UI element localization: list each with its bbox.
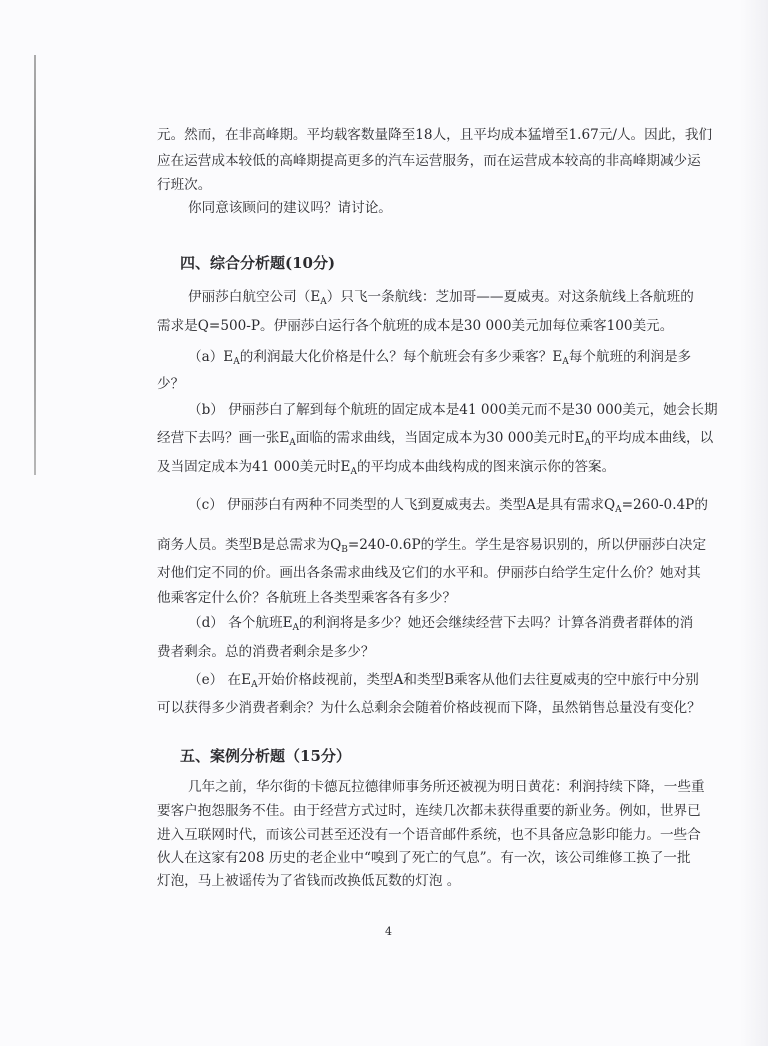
subscript: B	[341, 545, 348, 555]
question-b: （b） 伊丽莎白了解到每个航班的固定成本是41 000美元而不是30 000美元，她会长期	[188, 402, 718, 418]
paragraph-line: 可以获得多少消费者剩余？为什么总剩余会随着价格歧视而下降，虽然销售总量没有变化？	[157, 700, 701, 716]
scan-edge-right	[740, 0, 768, 1046]
paragraph-line: 对他们定不同的价。画出各条需求曲线及它们的水平和。伊丽莎白给学生定什么价？她对其	[157, 565, 701, 581]
paragraph-line: 要客户抱怨服务不佳。由于经营方式过时，连续几次都未获得重要的新业务。例如，世界已	[157, 803, 701, 819]
text: 面临的需求曲线，当固定成本为30 000美元时E	[295, 430, 585, 446]
paragraph-line: 元。然而，在非高峰期。平均载客数量降至18人，且平均成本猛增至1.67元/人。因此，我们	[157, 127, 713, 143]
text: （a）E	[188, 349, 234, 365]
subscript: A	[615, 505, 622, 515]
subscript: A	[562, 357, 569, 367]
subscript: A	[584, 438, 591, 448]
question-d	[188, 614, 694, 633]
paragraph-line: 他乘客定什么价？各航班上各类型乘客各有多少？	[157, 590, 457, 606]
scan-edge-shadow	[34, 55, 36, 475]
text: 经营下去吗？画一张E	[157, 430, 290, 446]
text: （d） 各个航班E	[188, 615, 293, 631]
question-a	[188, 348, 692, 367]
paragraph-line	[157, 536, 707, 555]
subscript: A	[350, 467, 357, 477]
paragraph-line: 灯泡，马上被谣传为了省钱而改换低瓦数的灯泡 。	[157, 873, 461, 889]
question-e	[188, 671, 699, 690]
text: =240-0.6P的学生。学生是容易识别的，所以伊丽莎白决定	[347, 537, 707, 553]
subscript: A	[251, 680, 258, 690]
subscript: A	[320, 297, 327, 307]
text: 伊丽莎白航空公司（E	[188, 289, 321, 305]
paragraph-line	[188, 288, 694, 307]
text: 每个航班的利润是多	[568, 349, 692, 365]
paragraph-line: 行班次。	[157, 177, 212, 193]
question-c	[188, 496, 708, 515]
paragraph-line: 费者剩余。总的消费者剩余是多少？	[157, 644, 375, 660]
paragraph-line	[157, 429, 714, 448]
text: 开始价格歧视前，类型A和类型B乘客从他们去往夏威夷的空中旅行中分别	[257, 672, 699, 688]
section-heading-5: 五、案例分析题（15分）	[180, 747, 351, 765]
text: 商务人员。类型B是总需求为Q	[157, 537, 342, 553]
text: 的平均成本曲线，以	[590, 430, 714, 446]
paragraph-line	[157, 458, 615, 476]
paragraph-line: 需求是Q=500-P。伊丽莎白运行各个航班的成本是30 000美元加每位乘客100美元。	[157, 318, 674, 334]
paragraph-line: 进入互联网时代，而该公司甚至还没有一个语音邮件系统，也不具备应急影印能力。一些合	[157, 827, 701, 843]
text: 及当固定成本为41 000美元时E	[157, 459, 351, 475]
text: =260-0.4P的	[621, 497, 708, 513]
paragraph-line: 伙人在这家有208 历史的老企业中“嗅到了死亡的气息”。有一次，该公司维修工换了一批	[157, 850, 691, 866]
section-heading-4: 四、综合分析题(10分)	[180, 254, 336, 272]
text: 的利润最大化价格是什么？每个航班会有多少乘客？E	[239, 349, 563, 365]
subscript: A	[289, 438, 296, 448]
text: 的利润将是多少？她还会继续经营下去吗？计算各消费者群体的消	[299, 615, 694, 631]
subscript: A	[233, 357, 240, 367]
text: （c） 伊丽莎白有两种不同类型的人飞到夏威夷去。类型A是具有需求Q	[188, 497, 616, 513]
text: 的平均成本曲线构成的图来演示你的答案。	[356, 459, 616, 475]
text: ）只飞一条航线：芝加哥——夏威夷。对这条航线上各航班的	[326, 289, 694, 305]
question-prompt: 你同意该顾问的建议吗？请讨论。	[188, 200, 392, 216]
text: （e） 在E	[188, 672, 252, 688]
paragraph-line: 应在运营成本较低的高峰期提高更多的汽车运营服务，而在运营成本较高的非高峰期减少运	[157, 153, 701, 169]
page-number: 4	[385, 925, 392, 938]
subscript: A	[292, 623, 300, 633]
paragraph-line: 少？	[157, 376, 185, 392]
paragraph-line: 几年之前，华尔街的卡德瓦拉德律师事务所还被视为明日黄花：利润持续下降，一些重	[188, 779, 705, 795]
